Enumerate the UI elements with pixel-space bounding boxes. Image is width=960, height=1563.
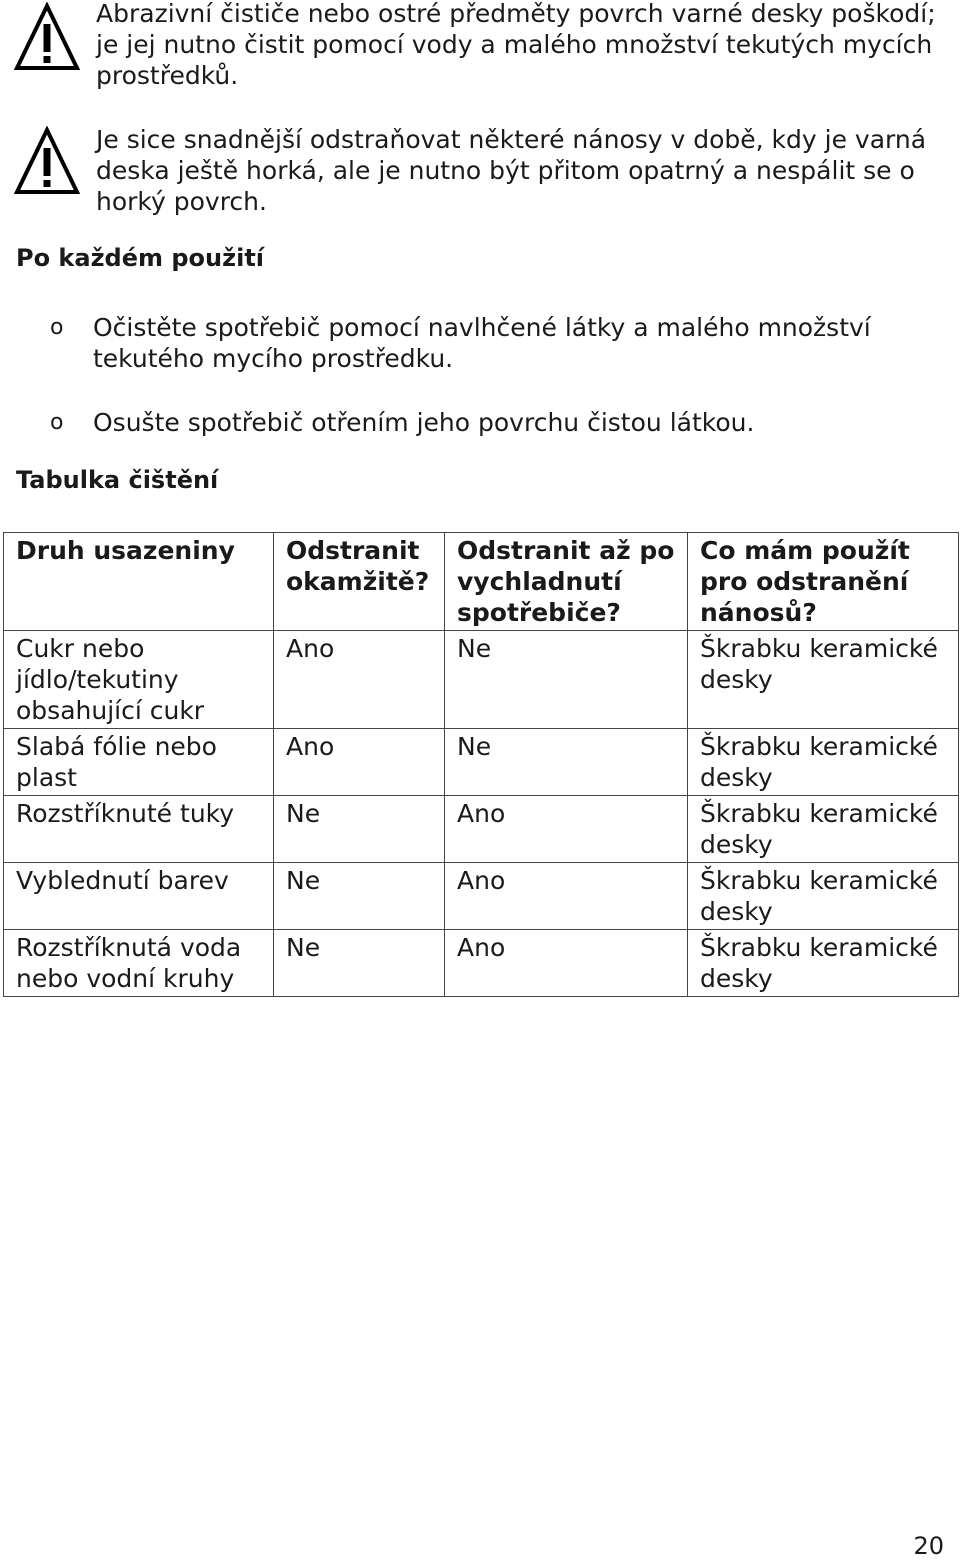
list-item-text: Osušte spotřebič otřením jeho povrchu čistou látkou. xyxy=(93,408,755,437)
column-header: Odstranit okamžitě? xyxy=(274,533,445,631)
column-header: Druh usazeniny xyxy=(4,533,274,631)
bullet-marker: o xyxy=(50,315,64,340)
list-item-text: Očistěte spotřebič pomocí navlhčené látky a malého množství tekutého mycího prostředku. xyxy=(93,313,871,373)
table-cell: Škrabku keramické desky xyxy=(688,863,959,930)
table-row xyxy=(4,796,959,863)
cleaning-table xyxy=(3,532,959,997)
table-cell: Ano xyxy=(274,729,445,796)
table-cell: Škrabku keramické desky xyxy=(688,631,959,729)
table-cell: Ne xyxy=(445,729,688,796)
table-cell: Rozstříknutá voda nebo vodní kruhy xyxy=(4,930,274,997)
table-cell: Ne xyxy=(445,631,688,729)
warning-text: Je sice snadnější odstraňovat některé nánosy v době, kdy je varná deska ještě horká, ale je nutno být přitom opatrný a nespálit se o horký povrch. xyxy=(96,125,927,216)
warning-text: Abrazivní čističe nebo ostré předměty povrch varné desky poškodí; je jej nutno čistit pomocí vody a malého množství tekutých mycích prostředků. xyxy=(96,0,936,90)
table-cell: Ne xyxy=(274,863,445,930)
table-cell: Škrabku keramické desky xyxy=(688,930,959,997)
bullet-marker: o xyxy=(50,410,64,435)
column-header: Odstranit až po vychladnutí spotřebiče? xyxy=(445,533,688,631)
table-cell: Cukr nebo jídlo/tekutiny obsahující cukr xyxy=(4,631,274,729)
table-row xyxy=(4,631,959,729)
table-row xyxy=(4,930,959,997)
table-cell: Škrabku keramické desky xyxy=(688,729,959,796)
table-cell: Slabá fólie nebo plast xyxy=(4,729,274,796)
table-cell: Ano xyxy=(445,930,688,997)
table-row xyxy=(4,729,959,796)
after-use-heading: Po každém použití xyxy=(16,244,265,272)
table-header-row xyxy=(4,533,959,631)
warning-icon xyxy=(14,126,80,196)
table-cell: Škrabku keramické desky xyxy=(688,796,959,863)
page-number: 20 xyxy=(913,1532,944,1560)
table-cell: Ne xyxy=(274,796,445,863)
warning-icon xyxy=(14,2,80,72)
table-cell: Rozstříknuté tuky xyxy=(4,796,274,863)
table-cell: Vyblednutí barev xyxy=(4,863,274,930)
cleaning-table-heading: Tabulka čištění xyxy=(16,466,219,494)
table-cell: Ano xyxy=(274,631,445,729)
table-cell: Ano xyxy=(445,796,688,863)
column-header: Co mám použít pro odstranění nánosů? xyxy=(688,533,959,631)
table-row xyxy=(4,863,959,930)
table-cell: Ano xyxy=(445,863,688,930)
table-cell: Ne xyxy=(274,930,445,997)
